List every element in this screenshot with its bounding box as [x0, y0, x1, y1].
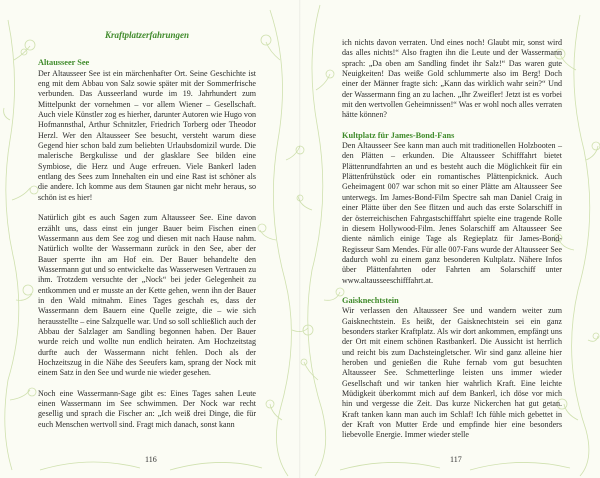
right-text-column [342, 38, 562, 441]
paragraph: Den Altausseer See kann man auch mit traditionellen Holzbooten – den Plätten – erkunden. Die Altausseer Schifffahrt bietet Plättenrundfahrten an und es besteht auch die Möglichkeit für ein Plättenfrühstück oder ein romantisches Plättenpicknick. Auch Geheimagent 007 war schon mit so einer Plätte am Altausseer See unterwegs. Im James-Bond-Film Spectre sah man Daniel Craig in einer Plätte über den See flitzen und auch das erste Solarschiff in der österreichischen Fahrgastschifffahrt spielte eine tragende Rolle in diesem Hollywood-Film. Jenes Solarschiff am Altausseer See diente nämlich einige Tage als Regieplatz für James-Bond-Regisseur Sam Mendes. Für alle 007-Fans wurde der Altausseer See dadurch wohl zu einem ganz besonderen Kultplatz. Nähere Infos über Plättenfahrten oder Fahrten am Solarschiff unter www.altausseeschifffahrt.at. [342, 141, 562, 285]
left-text-column [38, 30, 256, 430]
heading-kultplatz: Kultplatz für James-Bond-Fans [342, 130, 455, 140]
paragraph: ich nichts davon verraten. Und eines noch! Glaubt mir, sonst wird das alles nichts!“ Also fragten ihn die Leute und der Wassermann sprach: „Da oben am Sandling findet ihr Salz!“ Das waren gute Neuigkeiten! Das weiße Gold schlummerte also im Berg! Doch einer der Männer fragte sich: „Kann das wirklich wahr sein?“ Und der Wassermann fing an zu lachen. „Ihr Zweifler! Jetzt ist es vorbei mit den wertvollen Geheimnissen!“ Was er wohl noch alles verraten hätte können? [342, 38, 562, 120]
page-number: 117 [450, 455, 462, 464]
paragraph: Natürlich gibt es auch Sagen zum Altausseer See. Eine davon erzählt uns, dass einst ein junger Bauer beim Fischen einen Wassermann aus dem See zog und diesen mit nach Hause nahm. Natürlich wollte der Wassermann zurück in den See, aber der Bauer sperrte ihn am Hof ein. Der Bauer behandelte den Wassermann gut und so entwickelte das Wasserwesen Vertrauen zu ihm. Trotzdem versuchte der „Nock“ bei jeder Gelegenheit zu entkommen und er musste an der Kette gehen, wenn ihn der Bauer in den Wald mitnahm. Eines Tages geschah es, dass der Wassermann dem Bauern eine Quelle zeigte, die – wie sich herausstellte – eine Salzquelle war. Und so soll schließlich auch der Abbau der Salzlager am Sandling begonnen haben. Der Bauer wurde reich und wollte nun endlich heiraten. Am Hochzeitstag durfte auch der Wassermann nicht fehlen. Doch als der Hochzeitszug in die Nähe des Seeufers kam, sprang der Nock mit einem Satz in den See und wurde nie wieder gesehen. [38, 213, 256, 378]
right-page [300, 0, 600, 478]
heading-altausseer-see: Altausseer See [38, 58, 90, 68]
heading-gaisknechtstein: Gaisknechtstein [342, 295, 399, 305]
section-title: Kraftplatzerfahrungen [104, 30, 190, 40]
paragraph: Der Altausseer See ist ein märchenhafter Ort. Seine Geschichte ist eng mit dem Abbau von Salz sowie später mit der Sommerfrische verbunden. Das Ausseerland wurde im 19. Jahrhundert zum Mittelpunkt der vornehmen – vor allem Wiener – Gesellschaft. Auch viele Künstler zog es hierher, darunter Autoren wie Hugo von Hofmannsthal, Arthur Schnitzler, Friedrich Torberg oder Theodor Herzl. Wer den Altausseer See besucht, versteht warum diese Gegend hier schon bald zum beliebten Urlaubsdomizil wurde. Die malerische Bergkulisse und der glasklare See bilden eine Symbiose, die Herz und Auge erfreuen. Viele Bankerl laden entlang des Sees zum Innehalten ein und eine Rast ist schöner als die andere. Ich komme aus dem Staunen gar nicht mehr heraus, so schön ist es hier! [38, 68, 256, 202]
paragraph: Noch eine Wassermann-Sage gibt es: Eines Tages sahen Leute einen Wassermann im See schwimmen. Der Nock war recht gesellig und sprach die Fischer an: „Ich weiß drei Dinge, die für euch Menschen wertvoll sind. Fragt mich danach, sonst kann [38, 388, 256, 429]
page-number: 116 [145, 455, 157, 464]
paragraph: Wir verlassen den Altausseer See und wandern weiter zum Gaisknechtstein. Es heißt, der Gaisknechtstein sei ein ganz besonders starker Kraftplatz. Als wir dort ankommen, empfängt uns der Ort mit einem schönen Rastbankerl. Die Aussicht ist herrlich und reicht bis zum Dachsteingletscher. Wir sind ganz alleine hier heroben und genießen die Ruhe fernab vom gut besuchten Altausseer See. Schmetterlinge leisten uns immer wieder Gesellschaft und wir tanken hier wahrlich Kraft. Eine leichte Müdigkeit überkommt mich auf dem Bankerl, ich döse vor mich hin und vergesse die Zeit. Das kurze Nickerchen hat gut getan. Kraft tanken kann man auch im Schlaf! Ich fühle mich gebettet in der Kraft von Mutter Erde und empfinde hier eine besonders liebevolle Energie. Immer wieder stelle [342, 306, 562, 440]
